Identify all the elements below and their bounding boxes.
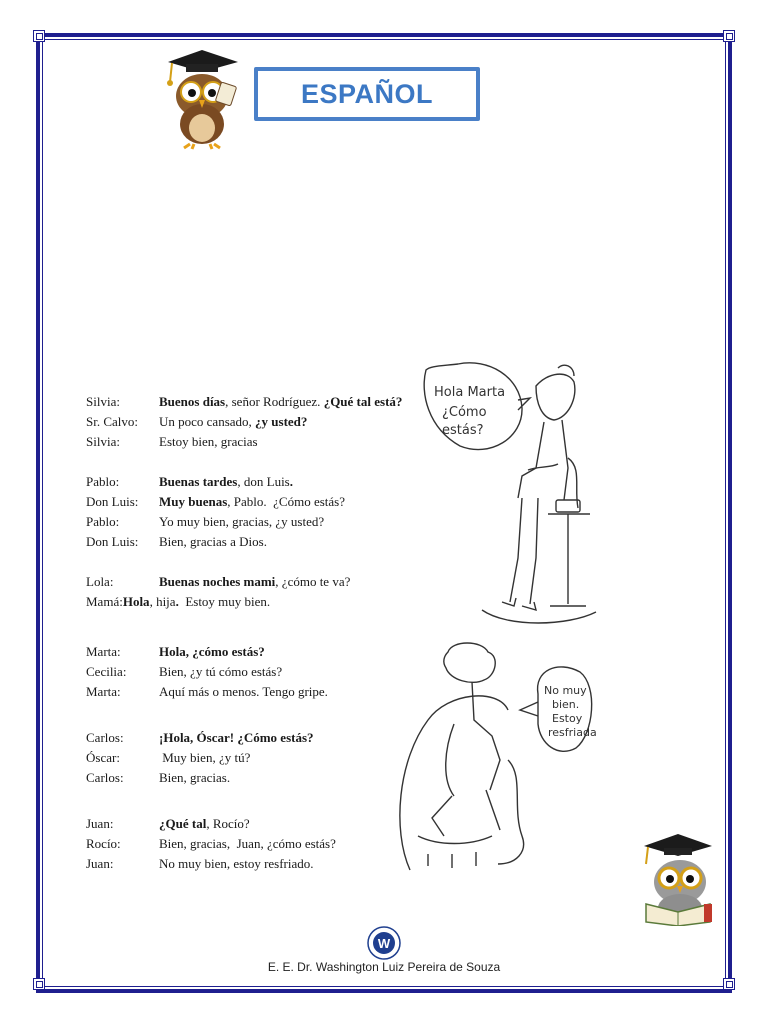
dialogue-text-segment: Yo muy bien, gracias, ¿y usted? (159, 514, 325, 529)
dialogue-line (86, 642, 406, 662)
speaker-name: Lola: (86, 574, 114, 589)
dialogue-line (86, 682, 406, 702)
corner-ornament (723, 30, 735, 42)
dialogue-text-segment: , ¿cómo te va? (275, 574, 351, 589)
dialogue-text-segment: Muy bien, ¿y tú? (159, 750, 251, 765)
speaker-name: Silvia: (86, 394, 120, 409)
dialogue-line (86, 412, 406, 432)
speaker-name: Silvia: (86, 434, 120, 449)
owl-graduate-icon (160, 48, 244, 150)
dialogue-text-segment: , don Luis (237, 474, 290, 489)
school-name: E. E. Dr. Washington Luiz Pereira de Souza (267, 960, 501, 974)
dialogue-group (86, 642, 406, 702)
man-on-phone-illustration (418, 358, 618, 638)
dialogue-text-segment: , hija (149, 594, 176, 609)
speech-bubble-text: bien. (552, 698, 580, 711)
dialogue-list (86, 392, 406, 874)
dialogue-group (86, 572, 406, 612)
page-title: ESPAÑOL (254, 67, 480, 121)
dialogue-text (159, 472, 293, 492)
dialogue-line (86, 592, 406, 612)
dialogue-line (86, 834, 406, 854)
dialogue-text (159, 682, 328, 702)
dialogue-line (86, 512, 406, 532)
dialogue-text-segment: Bien, gracias, Juan, ¿cómo estás? (159, 836, 336, 851)
dialogue-text-segment: Hola (122, 594, 150, 609)
speech-bubble-text: ¿Cómo (442, 405, 487, 420)
speaker-name: Carlos: (86, 770, 124, 785)
speech-bubble-text: Estoy (552, 712, 583, 725)
dialogue-line (86, 814, 406, 834)
dialogue-group (86, 392, 406, 452)
dialogue-text-segment: Aquí más o menos. Tengo gripe. (159, 684, 328, 699)
dialogue-text-segment: Un poco cansado, (159, 414, 256, 429)
corner-ornament (33, 978, 45, 990)
dialogue-text (159, 854, 314, 874)
dialogue-line (86, 748, 406, 768)
corner-ornament (33, 30, 45, 42)
dialogue-text (159, 814, 250, 834)
dialogue-group (86, 814, 406, 874)
dialogue-text (159, 492, 345, 512)
dialogue-text (159, 512, 324, 532)
speaker-name: Cecilia: (86, 664, 127, 679)
speaker-name: Juan: (86, 816, 114, 831)
dialogue-line (86, 572, 406, 592)
woman-on-phone-illustration (388, 640, 598, 878)
corner-ornament (723, 978, 735, 990)
dialogue-line (86, 728, 406, 748)
dialogue-text-segment: Estoy muy bien. (178, 594, 271, 609)
speaker-name: Marta: (86, 644, 121, 659)
speech-bubble-text: Hola Marta (434, 385, 506, 400)
dialogue-text (159, 532, 267, 552)
dialogue-line (86, 432, 406, 452)
speech-bubble-text: estás? (442, 423, 484, 438)
dialogue-text-segment: Buenas noches mami (159, 574, 276, 589)
speaker-name: Rocío: (86, 836, 121, 851)
speaker-name: Óscar: (86, 750, 120, 765)
dialogue-line (86, 662, 406, 682)
speaker-name: Mamá: (86, 594, 123, 609)
dialogue-text-segment: , Pablo. ¿Cómo estás? (227, 494, 345, 509)
dialogue-text-segment: Bien, gracias. (159, 770, 231, 785)
dialogue-text-segment: , Rocío? (206, 816, 250, 831)
dialogue-text-segment: Bien, gracias a Dios. (159, 534, 267, 549)
dialogue-text-segment: Buenas tardes (159, 474, 238, 489)
dialogue-text (159, 748, 250, 768)
dialogue-text-segment: ¿Qué tal (159, 816, 207, 831)
speaker-name: Pablo: (86, 474, 120, 489)
dialogue-group (86, 472, 406, 552)
dialogue-text-segment: . (289, 474, 293, 489)
dialogue-text (159, 412, 307, 432)
speaker-name: Don Luis: (86, 494, 139, 509)
owl-reading-icon (640, 830, 716, 926)
dialogue-text-segment: Hola, ¿cómo estás? (159, 644, 265, 659)
dialogue-text (123, 592, 270, 612)
dialogue-text-segment: ¿Qué tal está? (323, 394, 403, 409)
dialogue-text (159, 768, 230, 788)
dialogue-text-segment: No muy bien, estoy resfriado. (159, 856, 314, 871)
dialogue-text (159, 834, 336, 854)
dialogue-text-segment: Estoy bien, gracias (159, 434, 258, 449)
speaker-name: Pablo: (86, 514, 120, 529)
dialogue-text-segment: ¿y usted? (255, 414, 308, 429)
dialogue-group (86, 728, 406, 788)
dialogue-line (86, 768, 406, 788)
dialogue-text-segment: Muy buenas (159, 494, 228, 509)
dialogue-line (86, 492, 406, 512)
dialogue-text (159, 728, 314, 748)
dialogue-text (159, 662, 282, 682)
dialogue-text-segment: Bien, ¿y tú cómo estás? (159, 664, 283, 679)
dialogue-text-segment: , señor Rodríguez. (225, 394, 324, 409)
dialogue-text-segment: Buenos días (159, 394, 226, 409)
dialogue-text-segment: . (175, 594, 179, 609)
speaker-name: Carlos: (86, 730, 124, 745)
speech-bubble-text: resfriada (548, 726, 597, 739)
dialogue-line (86, 392, 406, 412)
school-logo-letter: W (377, 936, 391, 951)
dialogue-text (159, 642, 265, 662)
dialogue-text-segment: ¡Hola, Óscar! ¿Cómo estás? (159, 730, 314, 745)
speaker-name: Sr. Calvo: (86, 414, 139, 429)
dialogue-text (159, 572, 350, 592)
dialogue-line (86, 532, 406, 552)
dialogue-line (86, 472, 406, 492)
speech-bubble-text: No muy (544, 684, 587, 697)
dialogue-text (159, 392, 402, 412)
speaker-name: Juan: (86, 856, 114, 871)
school-logo-icon (367, 926, 401, 960)
dialogue-text (159, 432, 258, 452)
speaker-name: Marta: (86, 684, 121, 699)
speaker-name: Don Luis: (86, 534, 139, 549)
dialogue-line (86, 854, 406, 874)
